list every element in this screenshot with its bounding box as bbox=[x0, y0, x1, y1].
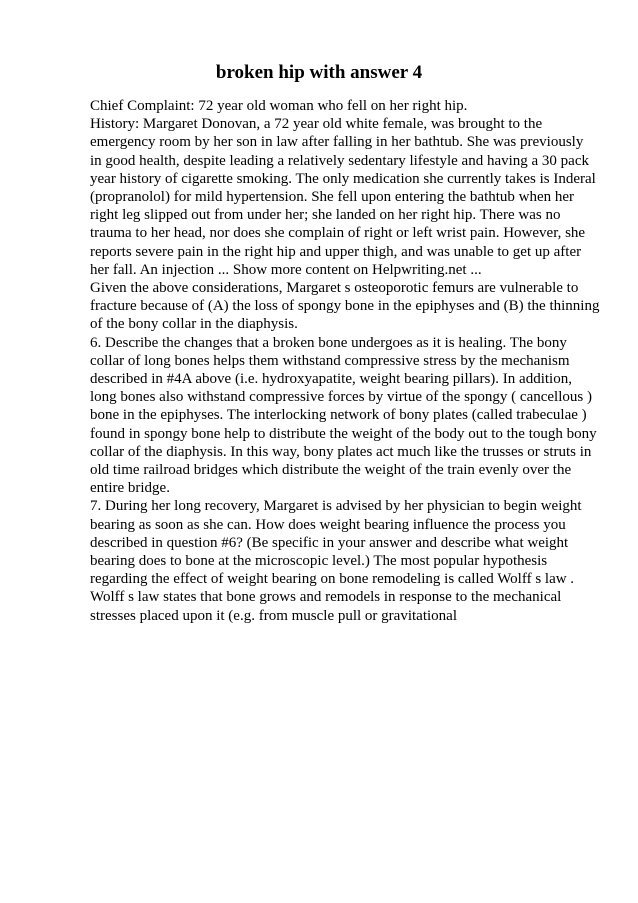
text-line: in good health, despite leading a relatively sedentary lifestyle and having a 30 pack bbox=[90, 152, 589, 169]
text-line: History: Margaret Donovan, a 72 year old white female, was brought to the bbox=[90, 116, 543, 133]
text-line: entire bridge. bbox=[90, 480, 170, 497]
text-line: of the bony collar in the diaphysis. bbox=[90, 316, 298, 333]
text-line: described in #4A above (i.e. hydroxyapatite, weight bearing pillars). In addition, bbox=[90, 371, 572, 388]
text-line: right leg slipped out from under her; she landed on her right hip. There was no bbox=[90, 207, 561, 224]
text-line: Given the above considerations, Margaret s osteoporotic femurs are vulnerable to bbox=[90, 280, 579, 297]
text-line: 6. Describe the changes that a broken bone undergoes as it is healing. The bony bbox=[90, 334, 567, 351]
text-line: old time railroad bridges which distribute the weight of the train evenly over the bbox=[90, 462, 572, 479]
document-body bbox=[90, 97, 600, 625]
text-line: collar of the diaphysis. In this way, bony plates act much like the trusses or struts in bbox=[90, 443, 592, 460]
text-line: stresses placed upon it (e.g. from muscle pull or gravitational bbox=[90, 607, 457, 624]
text-line: 7. During her long recovery, Margaret is advised by her physician to begin weight bbox=[90, 498, 582, 515]
text-line: year history of cigarette smoking. The only medication she currently takes is Inderal bbox=[90, 170, 596, 187]
text-line: reports severe pain in the right hip and upper thigh, and was unable to get up after bbox=[90, 243, 582, 260]
text-line: trauma to her head, nor does she complain of right or left wrist pain. However, she bbox=[90, 225, 586, 242]
text-line: regarding the effect of weight bearing on bone remodeling is called Wolff s law . bbox=[90, 571, 575, 588]
text-line: bearing as soon as she can. How does weight bearing influence the process you bbox=[90, 516, 566, 533]
text-line: described in question #6? (Be specific in your answer and describe what weight bbox=[90, 534, 569, 551]
text-line: fracture because of (A) the loss of spongy bone in the epiphyses and (B) the thinning bbox=[90, 298, 600, 315]
text-line: her fall. An injection ... Show more content on Helpwriting.net ... bbox=[90, 261, 482, 278]
text-line: (propranolol) for mild hypertension. She fell upon entering the bathtub when her bbox=[90, 189, 575, 206]
text-line: found in spongy bone help to distribute the weight of the body out to the tough bony bbox=[90, 425, 597, 442]
text-line: collar of long bones helps them withstand compressive stress by the mechanism bbox=[90, 352, 570, 369]
text-line: bearing does to bone at the microscopic level.) The most popular hypothesis bbox=[90, 553, 548, 570]
text-line: bone in the epiphyses. The interlocking network of bony plates (called trabeculae ) bbox=[90, 407, 587, 424]
text-line: Chief Complaint: 72 year old woman who fell on her right hip. bbox=[90, 98, 468, 114]
text-line: long bones also withstand compressive forces by virtue of the spongy ( cancellous ) bbox=[90, 389, 592, 406]
text-line: Wolff s law states that bone grows and remodels in response to the mechanical bbox=[90, 589, 562, 606]
page-title: broken hip with answer 4 bbox=[215, 62, 423, 83]
text-line: emergency room by her son in law after falling in her bathtub. She was previously bbox=[90, 134, 584, 151]
